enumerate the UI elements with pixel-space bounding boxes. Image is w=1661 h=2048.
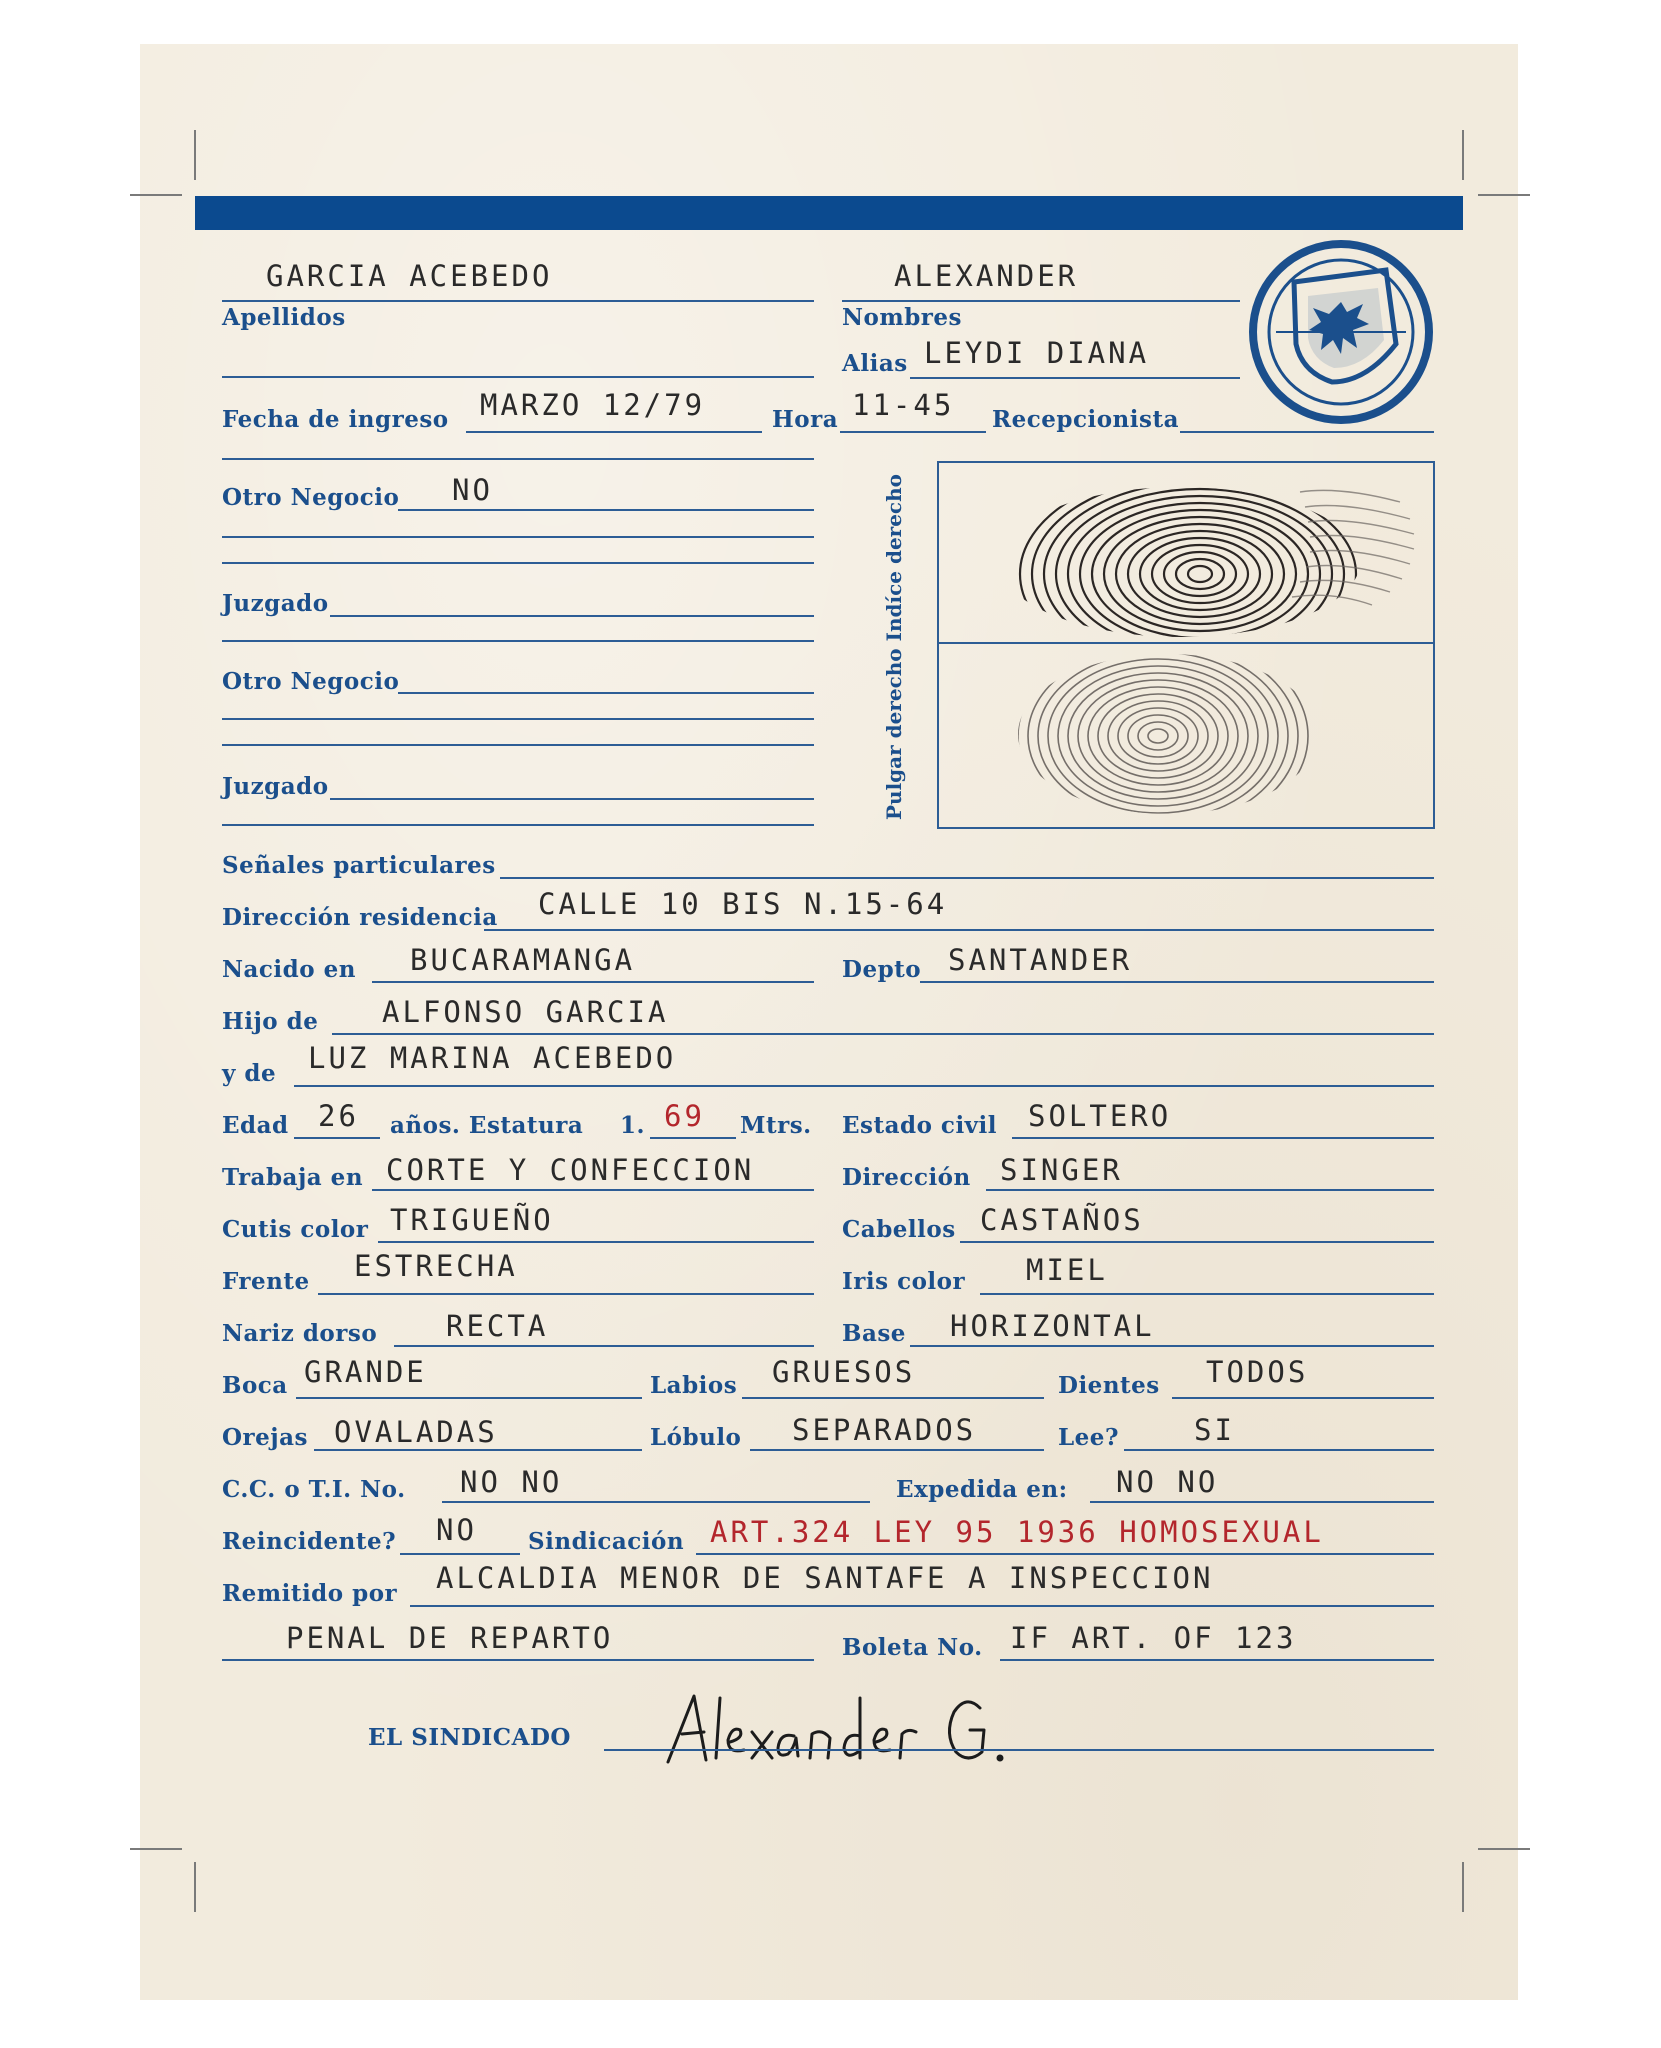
- expedida-en-value: NO NO: [1116, 1465, 1219, 1499]
- juzgado-line: [330, 798, 814, 800]
- municipal-seal: [1236, 232, 1446, 432]
- reincidente-label: Reincidente?: [222, 1528, 397, 1555]
- sindicacion-line: [696, 1553, 1434, 1555]
- hijo-de-label: Hijo de: [222, 1008, 319, 1035]
- lobulo-line: [750, 1449, 1044, 1451]
- labios-label: Labios: [650, 1372, 738, 1399]
- frente-value: ESTRECHA: [354, 1249, 518, 1283]
- el-sindicado-line: [604, 1749, 1434, 1751]
- crop-mark-top-left-v: [194, 130, 196, 180]
- nacido-label: Nacido en: [222, 956, 356, 983]
- lobulo-value: SEPARADOS: [792, 1413, 977, 1447]
- cabellos-line: [960, 1241, 1434, 1243]
- apellidos-line: [222, 300, 814, 302]
- cutis-color-label: Cutis color: [222, 1216, 369, 1243]
- apellidos-value: GARCIA ACEBEDO: [266, 259, 553, 293]
- crop-mark-bottom-right-h: [1478, 1848, 1530, 1850]
- nariz-dorso-value: RECTA: [446, 1309, 549, 1343]
- nombres-line: [842, 300, 1240, 302]
- trabaja-en-line: [372, 1189, 814, 1191]
- labios-value: GRUESOS: [772, 1355, 916, 1389]
- boca-value: GRANDE: [304, 1355, 427, 1389]
- estatura-line: [650, 1137, 736, 1139]
- direccion-label: Dirección: [842, 1164, 971, 1191]
- header-band: [195, 196, 1463, 230]
- direccion-line: [986, 1189, 1434, 1191]
- mtrs-label: Mtrs.: [740, 1112, 812, 1139]
- iris-color-label: Iris color: [842, 1268, 966, 1295]
- trabaja-en-label: Trabaja en: [222, 1164, 364, 1191]
- hora-line: [840, 431, 986, 433]
- juzgado-label: Juzgado: [222, 590, 329, 617]
- hora-value: 11-45: [852, 388, 955, 422]
- nacido-line: [372, 981, 814, 983]
- orejas-value: OVALADAS: [334, 1415, 498, 1449]
- nacido-value: BUCARAMANGA: [410, 943, 636, 977]
- frente-line: [318, 1293, 814, 1295]
- orejas-label: Orejas: [222, 1424, 308, 1451]
- dientes-value: TODOS: [1206, 1355, 1309, 1389]
- dientes-label: Dientes: [1058, 1372, 1160, 1399]
- y-de-line: [294, 1085, 1434, 1087]
- dientes-line: [1172, 1397, 1434, 1399]
- alias-line: [910, 377, 1240, 379]
- expedida-en-label: Expedida en:: [896, 1476, 1068, 1503]
- remitido-por-line: [410, 1605, 1434, 1607]
- lee-label: Lee?: [1058, 1424, 1119, 1451]
- estatura-value: 69: [664, 1099, 705, 1133]
- cc-ti-value: NO NO: [460, 1465, 563, 1499]
- depto-label: Depto: [842, 956, 922, 983]
- blank-line: [222, 458, 814, 460]
- crop-mark-top-right-v: [1462, 130, 1464, 180]
- crop-mark-bottom-left-h: [130, 1848, 182, 1850]
- edad-label: Edad: [222, 1112, 289, 1139]
- cabellos-label: Cabellos: [842, 1216, 956, 1243]
- edad-line: [294, 1137, 380, 1139]
- fingerprint-label: Pulgar derecho Indíce derecho: [882, 474, 906, 820]
- blank-line: [222, 536, 814, 538]
- base-label: Base: [842, 1320, 906, 1347]
- fecha-ingreso-label: Fecha de ingreso: [222, 406, 449, 433]
- cabellos-value: CASTAÑOS: [980, 1203, 1144, 1237]
- otro-negocio-label: Otro Negocio: [222, 484, 400, 511]
- direccion-residencia-label: Dirección residencia: [222, 904, 498, 931]
- boca-label: Boca: [222, 1372, 288, 1399]
- apellidos-label: Apellidos: [222, 304, 346, 331]
- y-de-label: y de: [222, 1060, 277, 1087]
- cutis-color-value: TRIGUEÑO: [390, 1203, 554, 1237]
- el-sindicado-label: EL SINDICADO: [368, 1724, 571, 1751]
- boca-line: [296, 1397, 642, 1399]
- senales-line: [500, 877, 1434, 879]
- right-index-print: [1008, 644, 1338, 824]
- fecha-ingreso-line: [466, 431, 762, 433]
- otro-negocio-label: Otro Negocio: [222, 668, 400, 695]
- lobulo-label: Lóbulo: [650, 1424, 742, 1451]
- remitido-por-value: ALCALDIA MENOR DE SANTAFE A INSPECCION: [436, 1561, 1214, 1595]
- right-thumb-print: [1000, 462, 1430, 642]
- estatura-prefix: 1.: [620, 1112, 646, 1139]
- blank-line: [222, 376, 814, 378]
- alias-value: LEYDI DIANA: [924, 336, 1150, 370]
- blank-line: [222, 824, 814, 826]
- edad-value: 26: [318, 1099, 359, 1133]
- reincidente-line: [400, 1553, 520, 1555]
- remitido-por-label: Remitido por: [222, 1580, 398, 1607]
- base-value: HORIZONTAL: [950, 1309, 1155, 1343]
- blank-line: [222, 640, 814, 642]
- recepcionista-label: Recepcionista: [992, 406, 1179, 433]
- direccion-residencia-value: CALLE 10 BIS N.15-64: [538, 887, 948, 921]
- blank-line: [222, 744, 814, 746]
- y-de-value: LUZ MARINA ACEBEDO: [308, 1041, 677, 1075]
- handwritten-signature: [660, 1688, 1040, 1768]
- lee-line: [1124, 1449, 1434, 1451]
- otro-negocio-line: [398, 509, 814, 511]
- crop-mark-top-right-h: [1478, 194, 1530, 196]
- remitido-por-line-2: [222, 1659, 814, 1661]
- senales-label: Señales particulares: [222, 852, 496, 879]
- expedida-en-line: [1090, 1501, 1434, 1503]
- cutis-color-line: [378, 1241, 814, 1243]
- fecha-ingreso-value: MARZO 12/79: [480, 388, 706, 422]
- cc-ti-line: [442, 1501, 870, 1503]
- estado-civil-line: [1012, 1137, 1434, 1139]
- estado-civil-value: SOLTERO: [1028, 1099, 1172, 1133]
- juzgado-line: [330, 615, 814, 617]
- orejas-line: [314, 1449, 642, 1451]
- boleta-line: [1000, 1659, 1434, 1661]
- otro-negocio-line: [398, 692, 814, 694]
- nombres-value: ALEXANDER: [894, 259, 1079, 293]
- cc-ti-label: C.C. o T.I. No.: [222, 1476, 406, 1503]
- reincidente-value: NO: [436, 1513, 477, 1547]
- hijo-de-line: [332, 1033, 1434, 1035]
- trabaja-en-value: CORTE Y CONFECCION: [386, 1153, 755, 1187]
- crop-mark-top-left-h: [130, 194, 182, 196]
- boleta-label: Boleta No.: [842, 1634, 983, 1661]
- sindicacion-value: ART.324 LEY 95 1936 HOMOSEXUAL: [710, 1515, 1324, 1549]
- juzgado-label: Juzgado: [222, 773, 329, 800]
- blank-line: [222, 562, 814, 564]
- nariz-dorso-label: Nariz dorso: [222, 1320, 378, 1347]
- nombres-label: Nombres: [842, 304, 962, 331]
- sindicacion-label: Sindicación: [528, 1528, 685, 1555]
- blank-line: [222, 718, 814, 720]
- depto-line: [920, 981, 1434, 983]
- iris-color-value: MIEL: [1026, 1253, 1108, 1287]
- labios-line: [742, 1397, 1044, 1399]
- lee-value: SI: [1194, 1413, 1235, 1447]
- remitido-por-value-2: PENAL DE REPARTO: [286, 1621, 614, 1655]
- crop-mark-bottom-left-v: [194, 1862, 196, 1912]
- frente-label: Frente: [222, 1268, 310, 1295]
- depto-value: SANTANDER: [948, 943, 1133, 977]
- alias-label: Alias: [842, 350, 908, 377]
- hora-label: Hora: [772, 406, 839, 433]
- iris-color-line: [980, 1293, 1434, 1295]
- otro-negocio-value: NO: [452, 473, 493, 507]
- boleta-value: IF ART. OF 123: [1010, 1621, 1297, 1655]
- estado-civil-label: Estado civil: [842, 1112, 998, 1139]
- base-line: [910, 1345, 1434, 1347]
- direccion-residencia-line: [484, 929, 1434, 931]
- crop-mark-bottom-right-v: [1462, 1862, 1464, 1912]
- anos-estatura-label: años. Estatura: [390, 1112, 584, 1139]
- direccion-value: SINGER: [1000, 1153, 1123, 1187]
- hijo-de-value: ALFONSO GARCIA: [382, 995, 669, 1029]
- nariz-dorso-line: [394, 1345, 814, 1347]
